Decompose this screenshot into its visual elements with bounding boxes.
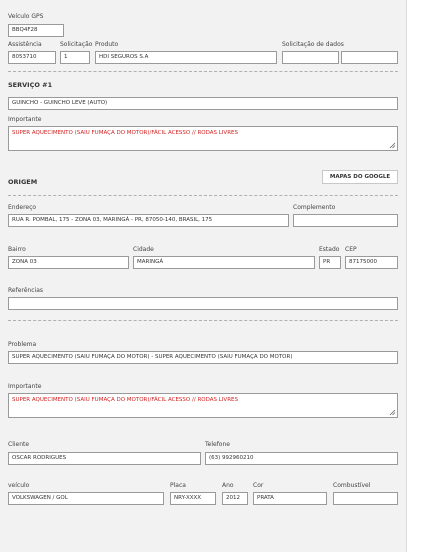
ano-label: Ano	[222, 482, 234, 489]
veiculo-label: veículo	[8, 482, 30, 489]
problema-importante-textarea[interactable]	[8, 393, 398, 418]
placa-input[interactable]: NRY-XXXX	[170, 492, 216, 505]
cliente-label: Cliente	[8, 441, 30, 448]
resize-handle-icon[interactable]	[389, 142, 396, 149]
servico-title: SERVIÇO #1	[8, 81, 53, 89]
problema-importante-label: Importante	[8, 383, 42, 390]
bairro-label: Bairro	[8, 246, 26, 253]
problema-importante-text: SUPER AQUECIMENTO (SAIU FUMAÇA DO MOTOR)/FÁCIL ACESSO // RODAS LIVRES	[12, 397, 238, 403]
servico-importante-label: Importante	[8, 116, 42, 123]
solicitacao-dados-input-2[interactable]	[341, 51, 398, 64]
veiculo-gps-label: Veículo GPS	[8, 13, 44, 20]
cidade-label: Cidade	[133, 246, 154, 253]
solicitacao-label: Solicitação	[60, 41, 93, 48]
assistencia-label: Assistência	[8, 41, 42, 48]
complemento-label: Complemento	[293, 204, 336, 211]
veiculo-gps-input[interactable]: BBQ4F28	[8, 24, 64, 37]
endereco-label: Endereço	[8, 204, 37, 211]
referencias-label: Referências	[8, 287, 43, 294]
endereco-input[interactable]: RUA R. POMBAL, 175 - ZONA 03, MARINGÁ - PR, 87050-140, BRASIL, 175	[8, 214, 289, 227]
cliente-input[interactable]: OSCAR RODRIGUES	[8, 452, 201, 465]
placa-label: Placa	[170, 482, 186, 489]
solicitacao-dados-input-1[interactable]	[282, 51, 339, 64]
bairro-input[interactable]: ZONA 03	[8, 256, 129, 269]
google-maps-button[interactable]: MAPAS DO GOOGLE	[322, 170, 398, 184]
veiculo-input[interactable]: VOLKSWAGEN / GOL	[8, 492, 164, 505]
estado-input[interactable]: PR	[319, 256, 341, 269]
referencias-input[interactable]	[8, 297, 398, 310]
section-divider	[8, 320, 398, 321]
solicitacao-dados-label: Solicitação de dados	[282, 41, 344, 48]
section-divider	[8, 195, 398, 196]
complemento-input[interactable]	[293, 214, 398, 227]
origem-title: ORIGEM	[8, 178, 38, 186]
produto-label: Produto	[95, 41, 119, 48]
problema-input[interactable]: SUPER AQUECIMENTO (SAIU FUMAÇA DO MOTOR) - SUPER AQUECIMENTO (SAIU FUMAÇA DO MOTOR)	[8, 351, 398, 364]
cor-label: Cor	[253, 482, 264, 489]
combustivel-input[interactable]	[333, 492, 398, 505]
ano-input[interactable]: 2012	[222, 492, 248, 505]
resize-handle-icon[interactable]	[389, 409, 396, 416]
combustivel-label: Combustível	[333, 482, 371, 489]
estado-label: Estado	[319, 246, 340, 253]
telefone-input[interactable]: (63) 992960210	[205, 452, 398, 465]
telefone-label: Telefone	[205, 441, 230, 448]
assistencia-input[interactable]: 8053710	[8, 51, 56, 64]
produto-input[interactable]: HDI SEGUROS S.A	[95, 51, 277, 64]
section-divider	[8, 71, 398, 72]
servico-tipo-input[interactable]: GUINCHO - GUINCHO LEVE (AUTO)	[8, 97, 398, 110]
problema-label: Problema	[8, 341, 37, 348]
servico-importante-text: SUPER AQUECIMENTO (SAIU FUMAÇA DO MOTOR)/FÁCIL ACESSO // RODAS LIVRES	[12, 130, 238, 136]
cep-label: CEP	[345, 246, 357, 253]
solicitacao-input[interactable]: 1	[60, 51, 90, 64]
cor-input[interactable]: PRATA	[253, 492, 327, 505]
servico-importante-textarea[interactable]	[8, 126, 398, 151]
cep-input[interactable]: 87175000	[345, 256, 398, 269]
cidade-input[interactable]: MARINGÁ	[133, 256, 315, 269]
